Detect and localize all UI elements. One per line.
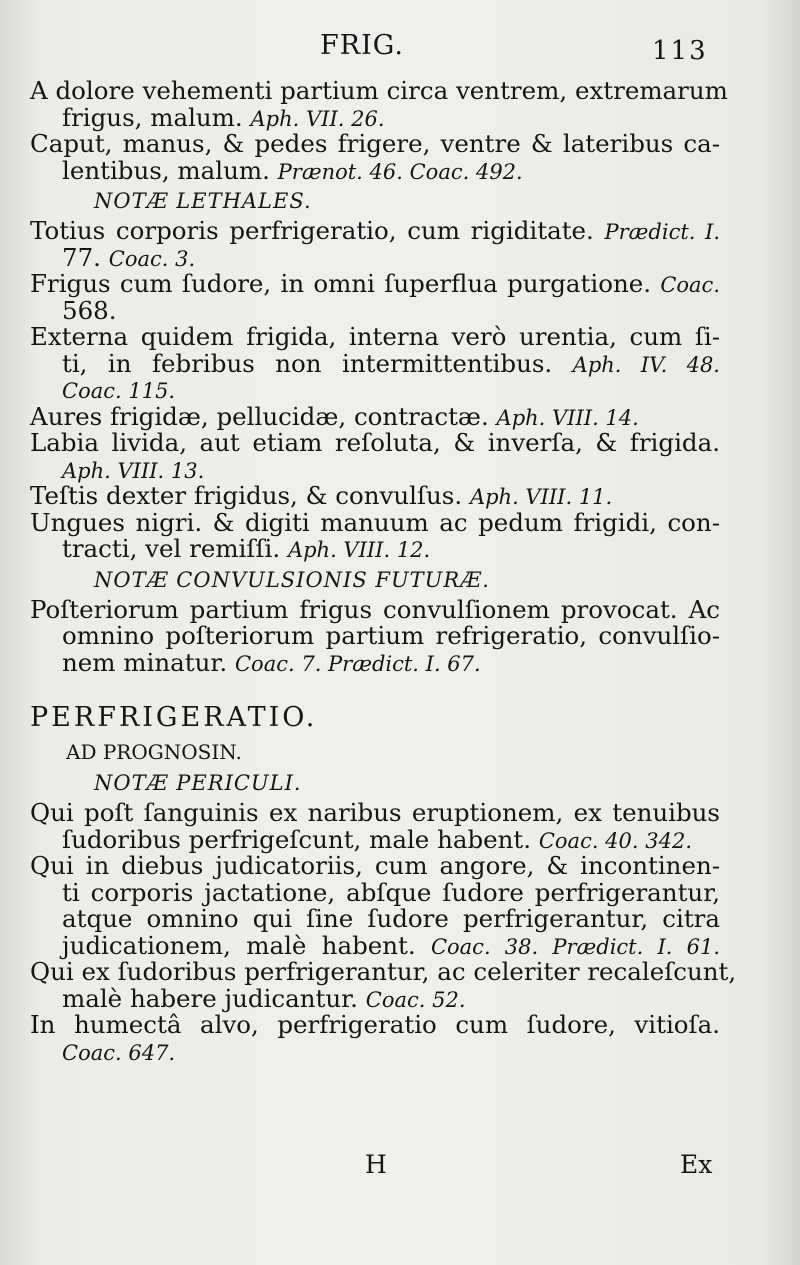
reference-text: Coac. 40. 342.: [538, 828, 693, 853]
text-line: [30, 218, 720, 245]
line-text: lentibus, malum.: [62, 155, 278, 185]
text-line: [30, 877, 720, 907]
text-line: [30, 1012, 720, 1039]
signature-mark: H: [365, 1150, 387, 1179]
text-line: [30, 536, 720, 563]
line-text: Aures frigidæ, pellucidæ, contractæ.: [30, 401, 497, 431]
text-line: [30, 295, 720, 325]
reference-text: Coac. 115.: [62, 379, 176, 403]
line-text: Labia livida, aut etiam reſoluta, & inverſa, & frigida.: [30, 428, 720, 457]
text-line: [30, 983, 720, 1013]
text-line: [30, 457, 720, 484]
line-text: Externa quidem frigida, interna verò urentia, cum ſi-: [30, 322, 720, 351]
line-text: Frigus cum ſudore, in omni ſuperflua purgatione.: [30, 269, 661, 298]
text-line: [30, 507, 720, 537]
text-line: [30, 824, 720, 854]
line-text: AD PROGNOSIN.: [66, 740, 242, 764]
text-line: [30, 1039, 720, 1066]
line-text: malè habere judicantur.: [62, 983, 366, 1013]
reference-text: Coac. 38. Prædict. I. 61.: [430, 934, 720, 959]
reference-text: Coac. 7. Prædict. I. 67.: [234, 651, 481, 676]
reference-text: Aph. VIII. 12.: [287, 538, 431, 562]
text-line: [30, 623, 720, 650]
text-line: [30, 800, 720, 827]
text-line: [30, 430, 720, 457]
reference-text: Aph. VIII. 11.: [469, 485, 613, 509]
reference-text: Prænot. 46. Coac. 492.: [277, 159, 523, 184]
line-text: tracti, vel remiſſi.: [62, 534, 288, 563]
line-text: Caput, manus, & pedes frigere, ventre & lateribus ca-: [30, 129, 720, 158]
line-text: In humectâ alvo, perfrigeratio cum ſudore, vitioſa.: [30, 1010, 720, 1039]
text-line: [30, 906, 720, 933]
line-text: Qui poſt ſanguinis ex naribus eruptionem, ex tenuibus: [30, 798, 720, 827]
text-line: [30, 102, 720, 132]
text-line: [30, 155, 720, 185]
text-line: [30, 377, 720, 404]
line-text: ti corporis jactatione, abſque ſudore perfrigerantur,: [62, 877, 720, 907]
page-footer: [0, 1150, 800, 1190]
text-line: [30, 348, 720, 378]
line-text: PERFRIGERATIO.: [30, 702, 318, 733]
text-line: [30, 271, 720, 298]
section-subheading: [30, 766, 720, 800]
line-text: judicationem, malè habent.: [62, 930, 431, 960]
reference-text: Aph. VII. 26.: [250, 106, 385, 131]
page-number: 113: [652, 36, 708, 66]
text-line: [30, 483, 720, 510]
line-text: Teſtis dexter frigidus, & convulſus.: [30, 481, 470, 510]
section-heading: [30, 698, 720, 738]
reference-text: Coac. 52.: [365, 987, 466, 1012]
line-text: Totius corporis perfrigeratio, cum rigiditate.: [30, 216, 605, 245]
line-text: 568.: [62, 295, 117, 325]
line-text: omnino poſteriorum partium refrigeratio, convulſio-: [62, 621, 720, 650]
text-line: [30, 242, 720, 272]
section-subheading: [30, 563, 720, 597]
reference-text: Aph. VIII. 14.: [496, 405, 639, 430]
reference-text: NOTÆ LETHALES.: [94, 189, 312, 213]
line-text: ſudoribus perfrigeſcunt, male habent.: [62, 824, 539, 854]
text-line: [30, 853, 720, 880]
line-text: Qui ex ſudoribus perfrigerantur, ac celeriter recaleſcunt,: [30, 957, 737, 986]
reference-text: Prædict. I.: [604, 220, 720, 244]
text-line: [30, 594, 720, 624]
line-text: atque omnino qui ſine ſudore perfrigerantur, citra: [62, 904, 720, 933]
reference-text: NOTÆ PERICULI.: [94, 771, 302, 795]
running-title: FRIG.: [320, 30, 404, 61]
line-text: Qui in diebus judicatoriis, cum angore, & incontinen-: [30, 851, 720, 880]
reference-text: NOTÆ CONVULSIONIS FUTURÆ.: [94, 567, 490, 592]
section-subheading: [30, 184, 720, 218]
line-text: Ungues nigri. & digiti manuum ac pedum frigidi, con-: [30, 507, 720, 537]
text-line: [30, 738, 720, 766]
catchword: Ex: [680, 1150, 713, 1179]
text-line: [30, 76, 728, 105]
text-body: [30, 76, 737, 1065]
text-line: [30, 957, 737, 986]
text-line: [30, 131, 720, 158]
line-text: 77.: [62, 242, 109, 272]
reference-text: Coac.: [660, 273, 720, 297]
line-text: frigus, malum.: [62, 102, 251, 132]
text-line: [30, 930, 720, 960]
text-line: [30, 401, 720, 431]
reference-text: Coac. 647.: [62, 1040, 176, 1065]
line-text: A dolore vehementi partium circa ventrem, extremarum: [30, 76, 728, 105]
running-head: [0, 28, 800, 68]
reference-text: Aph. IV. 48.: [572, 352, 720, 377]
reference-text: Coac. 3.: [108, 246, 196, 271]
line-text: nem minatur.: [62, 647, 235, 677]
text-line: [30, 647, 720, 677]
line-text: Poſteriorum partium frigus convulſionem provocat. Ac: [30, 594, 720, 624]
line-text: ti, in febribus non intermittentibus.: [62, 348, 573, 378]
text-line: [30, 324, 720, 351]
reference-text: Aph. VIII. 13.: [62, 458, 205, 483]
